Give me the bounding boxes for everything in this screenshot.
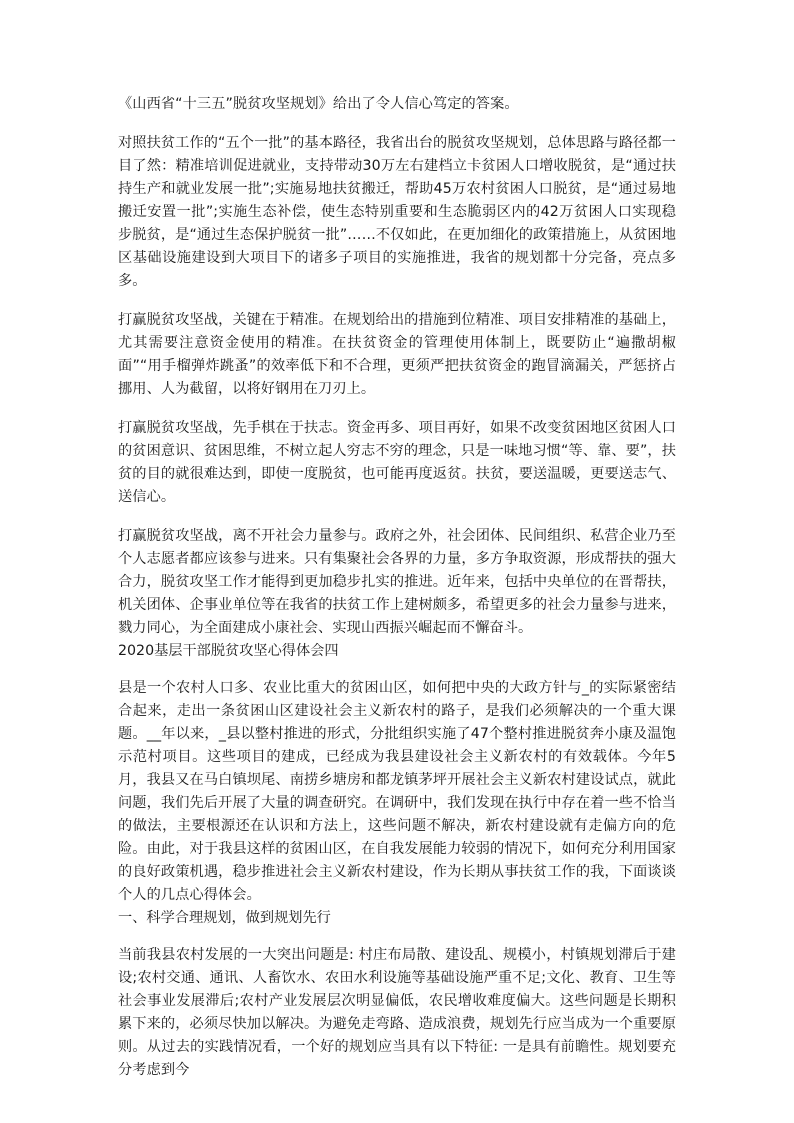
paragraph-precision: 打赢脱贫攻坚战，关键在于精准。在规划给出的措施到位精准、项目安排精准的基础上，尤其需要注意资金使用的精准。在扶贫资金的管理使用体制上，既要防止“遍撒胡椒面”“用手榴弹炸跳蚤”的效率低下和不合理，更须严把扶贫资金的跑冒滴漏关，严惩挤占挪用、人为截留，以将好钢用在刀刃上。 (118, 312, 676, 397)
paragraph-social-forces: 打赢脱贫攻坚战，离不开社会力量参与。政府之外，社会团体、民间组织、私营企业乃至个人志愿者都应该参与进来。只有集聚社会各界的力量，多方争取资源，形成帮扶的强大合力，脱贫攻坚工作才能得到更加稳步扎实的推进。近年来，包括中央单位的在晋帮扶，机关团体、企事业单位等在我省的扶贫工作上建树颇多，希望更多的社会力量参与进来，戮力同心，为全面建成小康社会、实现山西振兴崛起而不懈奋斗。 (118, 528, 676, 636)
paragraph-aspiration: 打赢脱贫攻坚战，先手棋在于扶志。资金再多、项目再好，如果不改变贫困地区贫困人口的贫困意识、贫困思维，不树立起人穷志不穷的理念，只是一味地习惯“等、靠、要”，扶贫的目的就很难达到，即使一度脱贫，也可能再度返贫。扶贫，要送温暖，更要送志气、送信心。 (118, 420, 676, 505)
paragraph-county-overview: 县是一个农村人口多、农业比重大的贫困山区，如何把中央的大政方针与_的实际紧密结合起来，走出一条贫困山区建设社会主义新农村的路子，是我们必须解决的一个重大课题。__年以来，_县以整村推进的形式，分批组织实施了47个整村推进脱贫奔小康及温饱示范村项目。这些项目的建成，已经成为我县建设社会主义新农村的有效载体。今年5月，我县又在马白镇坝尾、南捞乡塘房和都龙镇茅坪开展社会主义新农村建设试点，就此问题，我们先后开展了大量的调查研究。在调研中，我们发现在执行中存在着一些不恰当的做法，主要根源还在认识和方法上，这些问题不解决，新农村建设就有走偏方向的危险。由此，对于我县这样的贫困山区，在自我发展能力较弱的情况下，如何充分利用国家的良好政策机遇，稳步推进社会主义新农村建设，作为长期从事扶贫工作的我，下面谈谈个人的几点心得体会。 (118, 680, 676, 903)
paragraph-intro: 《山西省“十三五”脱贫攻坚规划》给出了令人信心笃定的答案。 (118, 96, 519, 112)
document-page (118, 93, 676, 1082)
section-heading-planning: 一、科学合理规划，做到规划先行 (118, 910, 331, 926)
section-heading-four: 2020基层干部脱贫攻坚心得体会四 (118, 643, 339, 659)
paragraph-planning: 当前我县农村发展的一大突出问题是: 村庄布局散、建设乱、规模小，村镇规划滞后于建设;农村交通、通讯、人畜饮水、农田水利设施等基础设施严重不足;文化、教育、卫生等社会事业发展滞后;农村产业发展层次明显偏低，农民增收难度偏大。这些问题是长期积累下来的，必须尽快加以解决。为避免走弯路、造成浪费，规划先行应当成为一个重要原则。从过去的实践情况看，一个好的规划应当具有以下特征: 一是具有前瞻性。规划要充分考虑到今 (118, 947, 676, 1078)
paragraph-five-batches: 对照扶贫工作的“五个一批”的基本路径，我省出台的脱贫攻坚规划，总体思路与路径都一目了然：精准培训促进就业，支持带动30万左右建档立卡贫困人口增收脱贫，是“通过扶持生产和就业发展一批”;实施易地扶贫搬迁，帮助45万农村贫困人口脱贫，是“通过易地搬迁安置一批”;实施生态补偿，使生态特别重要和生态脆弱区内的42万贫困人口实现稳步脱贫，是“通过生态保护脱贫一批”……不仅如此，在更加细化的政策措施上，从贫困地区基础设施建设到大项目下的诸多子项目的实施推进，我省的规划都十分完备，亮点多多。 (118, 135, 676, 289)
